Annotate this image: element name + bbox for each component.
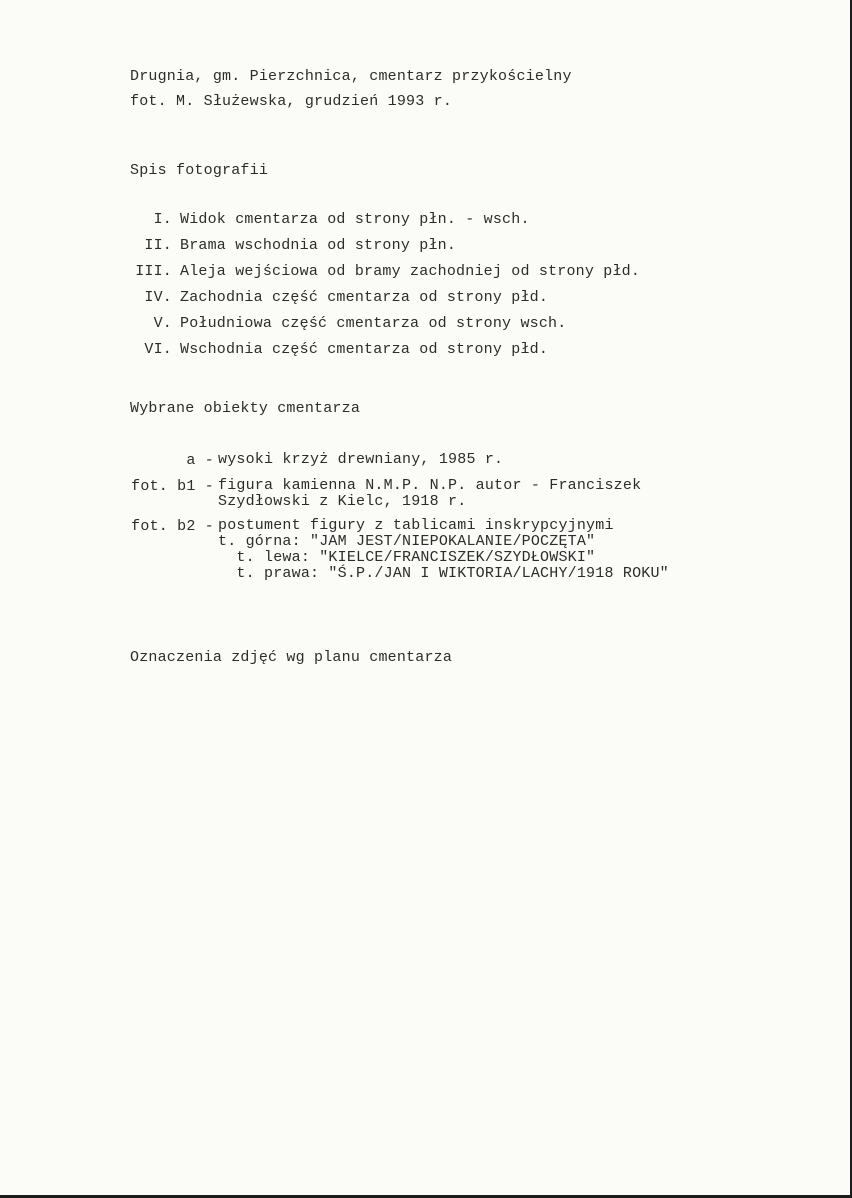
inscription-left: t. lewa: "KIELCE/FRANCISZEK/SZYDŁOWSKI"	[218, 549, 596, 566]
header-photographer: fot. M. Służewska, grudzień 1993 r.	[130, 93, 453, 110]
object-description-cont: Szydłowski z Kielc, 1918 r.	[218, 493, 467, 510]
photo-list-title: Spis fotografii	[130, 162, 269, 179]
item-text: Wschodnia część cmentarza od strony płd.	[180, 341, 549, 358]
inscription-right: t. prawa: "Ś.P./JAN I WIKTORIA/LACHY/1918 ROKU"	[218, 565, 669, 582]
item-text: Widok cmentarza od strony płn. - wsch.	[180, 211, 530, 228]
object-label: fot. b2 -	[131, 518, 214, 535]
inscription-top: t. górna: "JAM JEST/NIEPOKALANIE/POCZĘTA"	[218, 533, 596, 550]
item-number: III.	[135, 263, 172, 280]
item-text: Południowa część cmentarza od strony wsch.	[180, 315, 567, 332]
item-number: V.	[153, 315, 172, 332]
item-number: IV.	[144, 289, 172, 306]
item-number: II.	[144, 237, 172, 254]
object-description: figura kamienna N.M.P. N.P. autor - Franciszek	[218, 477, 642, 494]
object-description: wysoki krzyż drewniany, 1985 r.	[218, 451, 504, 468]
objects-title: Wybrane obiekty cmentarza	[130, 400, 361, 417]
object-description: postument figury z tablicami inskrypcyjnymi	[218, 517, 614, 534]
item-number: I.	[153, 211, 172, 228]
header-location: Drugnia, gm. Pierzchnica, cmentarz przykościelny	[130, 68, 572, 85]
item-text: Brama wschodnia od strony płn.	[180, 237, 457, 254]
item-text: Aleja wejściowa od bramy zachodniej od strony płd.	[180, 263, 641, 280]
item-number: VI.	[144, 341, 172, 358]
object-label: fot. b1 -	[131, 478, 214, 495]
item-text: Zachodnia część cmentarza od strony płd.	[180, 289, 549, 306]
photo-marking-note: Oznaczenia zdjęć wg planu cmentarza	[130, 649, 453, 666]
object-label: a -	[186, 452, 214, 469]
